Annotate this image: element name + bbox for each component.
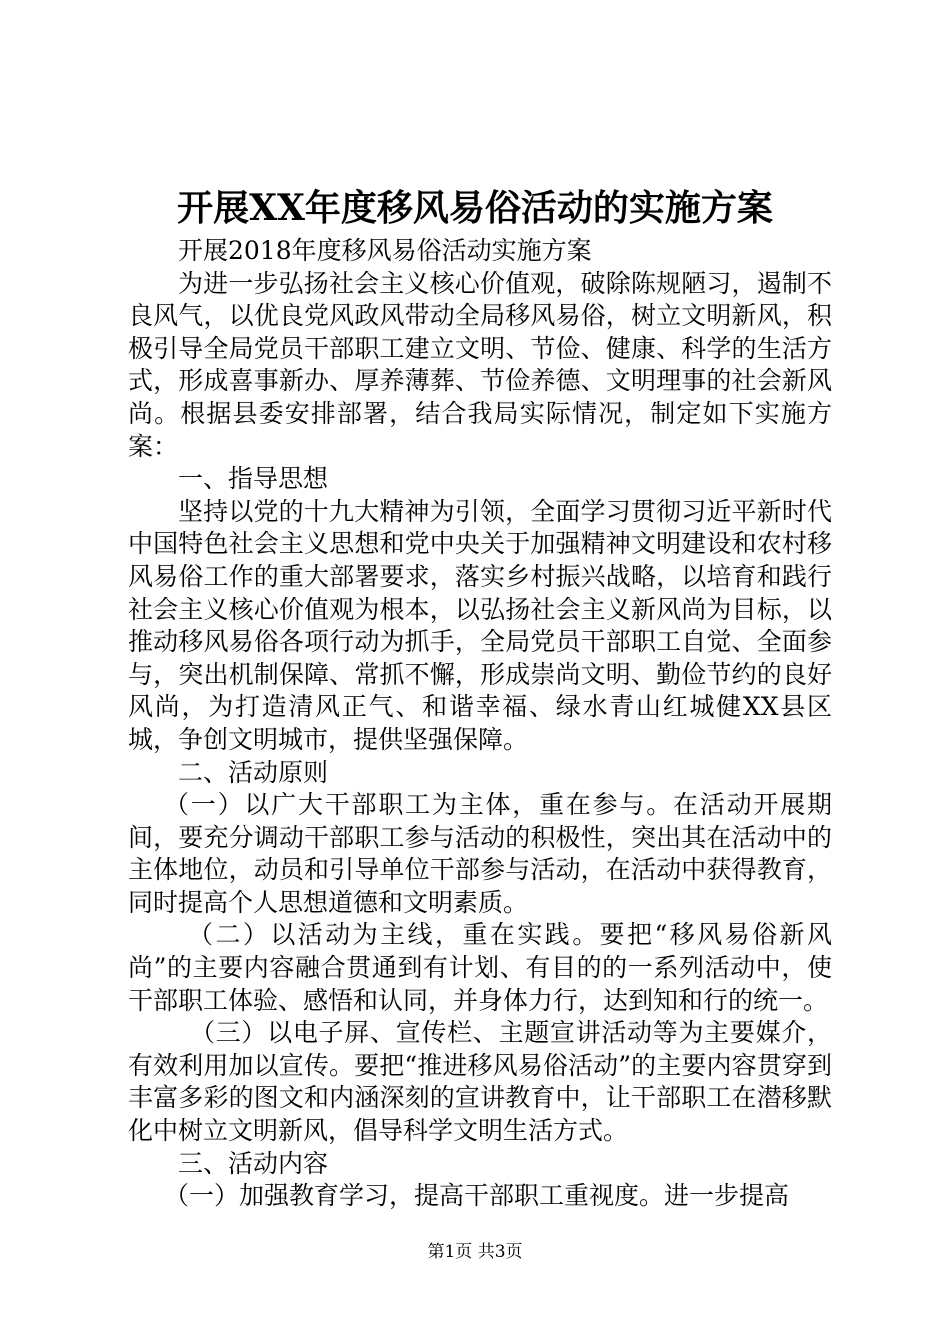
section-heading-guiding-ideology: 一、指导思想 — [178, 464, 329, 494]
document-subtitle: 开展2018年度移风易俗活动实施方案 — [178, 236, 592, 265]
paragraph-principle-2: （二）以活动为主线，重在实践。要把“移风易俗新风尚”的主要内容融合贯通到有计划、有目的的一系列活动中，使干部职工体验、感悟和认同，并身体力行，达到知和行的统一。 — [128, 920, 832, 1015]
paragraph-principle-1: （一）以广大干部职工为主体，重在参与。在活动开展期间，要充分调动干部职工参与活动的积极性，突出其在活动中的主体地位，动员和引导单位干部参与活动，在活动中获得教育，同时提高个人思想道德和文明素质。 — [128, 790, 832, 917]
section-heading-activity-content: 三、活动内容 — [178, 1148, 329, 1178]
paragraph-guiding-ideology: 坚持以党的十九大精神为引领，全面学习贯彻习近平新时代中国特色社会主义思想和党中央关于加强精神文明建设和农村移风易俗工作的重大部署要求，落实乡村振兴战略，以培育和践行社会主义核心价值观为根本，以弘扬社会主义新风尚为目标，以推动移风易俗各项行动为抓手，全局党员干部职工自觉、全面参与，突出机制保障、常抓不懈，形成崇尚文明、勤俭节约的良好风尚，为打造清风正气、和谐幸福、绿水青山红城健XX县区城，争创文明城市，提供坚强保障。 — [128, 496, 832, 754]
paragraph-principle-3: （三）以电子屏、宣传栏、主题宣讲活动等为主要媒介，有效利用加以宣传。要把“推进移风易俗活动”的主要内容贯穿到丰富多彩的图文和内涵深刻的宣讲教育中，让干部职工在潜移默化中树立文明新风，倡导科学文明生活方式。 — [128, 1018, 832, 1146]
page-footer: 第1页 共3页 — [427, 1242, 523, 1262]
document-title: 开展XX年度移风易俗活动的实施方案 — [177, 187, 773, 229]
paragraph-content-1: （一）加强教育学习，提高干部职工重视度。进一步提高 — [164, 1181, 790, 1211]
section-heading-principles: 二、活动原则 — [178, 757, 329, 787]
document-body — [128, 235, 832, 1213]
paragraph-intro: 为进一步弘扬社会主义核心价值观，破除陈规陋习，遏制不良风气，以优良党风政风带动全局移风易俗，树立文明新风，积极引导全局党员干部职工建立文明、节俭、健康、科学的生活方式，形成喜事新办、厚养薄葬、节俭养德、文明理事的社会新风尚。根据县委安排部署，结合我局实际情况，制定如下实施方案： — [128, 268, 832, 461]
